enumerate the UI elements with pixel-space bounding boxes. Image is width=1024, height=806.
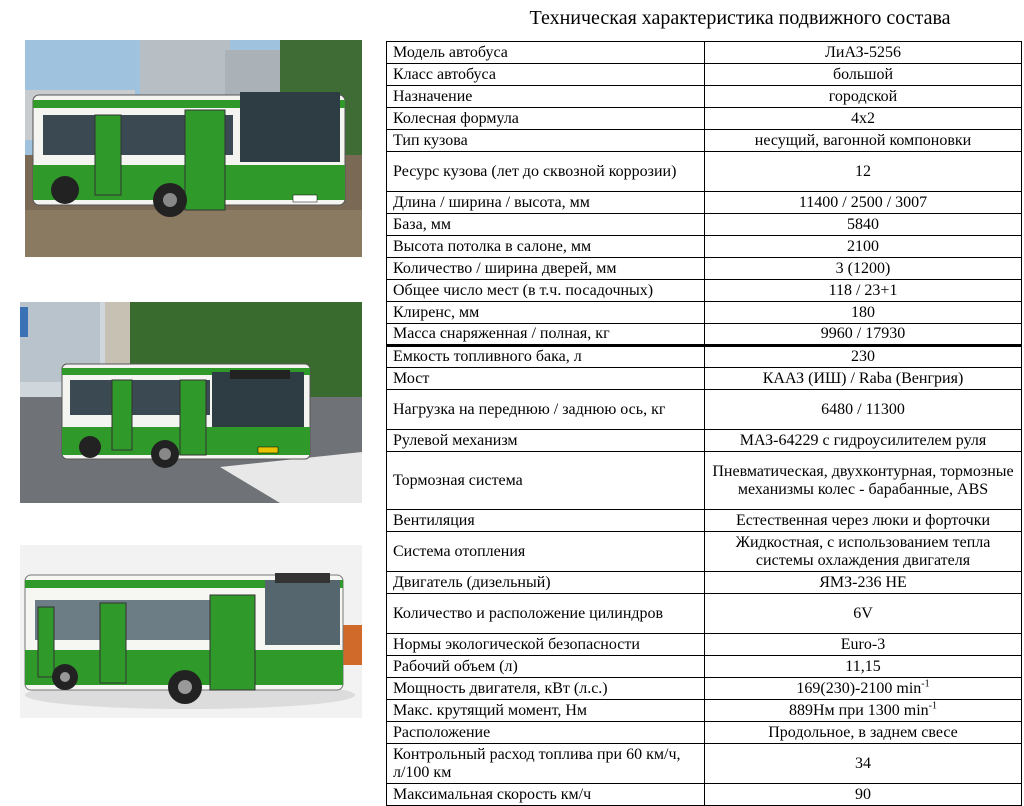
spec-row: [387, 390, 1022, 430]
spec-row: [387, 700, 1022, 722]
spec-name: Система отопления: [387, 532, 705, 572]
spec-row: [387, 510, 1022, 532]
spec-value-cell: [705, 236, 1022, 258]
spec-value-cell: [705, 280, 1022, 302]
spec-value: 6V: [853, 604, 873, 622]
spec-value-cell: [705, 722, 1022, 744]
spec-name: Емкость топливного бака, л: [387, 346, 705, 368]
spec-value: Жидкостная, с использованием тепла системы охлаждения двигателя: [735, 533, 991, 569]
spec-name: Масса снаряженная / полная, кг: [387, 324, 705, 346]
spec-name: Рулевой механизм: [387, 430, 705, 452]
spec-row: [387, 594, 1022, 634]
spec-value: 11400 / 2500 / 3007: [798, 193, 928, 211]
page-title: Техническая характеристика подвижного состава: [529, 7, 951, 29]
spec-value: КААЗ (ИШ) / Raba (Венгрия): [762, 369, 964, 387]
spec-row: [387, 258, 1022, 280]
spec-name: Модель автобуса: [387, 42, 705, 64]
spec-value-cell: [705, 452, 1022, 510]
spec-value: 90: [855, 785, 871, 803]
spec-value-cell: [705, 678, 1022, 700]
spec-value: Продольное, в заднем свесе: [768, 723, 958, 741]
spec-row: [387, 42, 1022, 64]
spec-name: База, мм: [387, 214, 705, 236]
spec-value-cell: [705, 152, 1022, 192]
bus-photo-front-view: [25, 40, 362, 257]
spec-row: [387, 86, 1022, 108]
spec-value-cell: [705, 346, 1022, 368]
spec-name: Максимальная скорость км/ч: [387, 784, 705, 806]
spec-value-cell: [705, 532, 1022, 572]
spec-row: [387, 784, 1022, 806]
spec-value: 3 (1200): [835, 259, 891, 277]
spec-value-cell: [705, 108, 1022, 130]
spec-row: [387, 130, 1022, 152]
spec-value: 889Нм при 1300 min: [788, 701, 929, 719]
spec-row: [387, 302, 1022, 324]
spec-value: 169(230)-2100 min: [796, 679, 922, 697]
spec-row: [387, 572, 1022, 594]
spec-value-cell: [705, 390, 1022, 430]
spec-value-exponent: -1: [921, 678, 930, 690]
spec-value-cell: [705, 784, 1022, 806]
spec-name: Нормы экологической безопасности: [387, 634, 705, 656]
spec-name: Количество / ширина дверей, мм: [387, 258, 705, 280]
spec-value-cell: [705, 594, 1022, 634]
spec-value: большой: [832, 65, 894, 83]
spec-value: 118 / 23+1: [828, 281, 898, 299]
spec-value-cell: [705, 368, 1022, 390]
spec-value: 11,15: [845, 657, 881, 675]
spec-name: Вентиляция: [387, 510, 705, 532]
spec-row: [387, 532, 1022, 572]
spec-value: ЛиАЗ-5256: [825, 43, 901, 61]
spec-value-cell: [705, 430, 1022, 452]
spec-value: 4x2: [851, 109, 875, 127]
spec-value: 5840: [847, 215, 879, 233]
spec-name: Мост: [387, 368, 705, 390]
spec-value-cell: [705, 510, 1022, 532]
spec-value-cell: [705, 130, 1022, 152]
spec-name: Клиренс, мм: [387, 302, 705, 324]
spec-row: [387, 64, 1022, 86]
spec-value: Euro-3: [840, 635, 886, 653]
spec-name: Ресурс кузова (лет до сквозной коррозии): [387, 152, 705, 192]
spec-name: Высота потолка в салоне, мм: [387, 236, 705, 258]
spec-value-cell: [705, 258, 1022, 280]
spec-value: 6480 / 11300: [821, 400, 905, 418]
spec-name: Длина / ширина / высота, мм: [387, 192, 705, 214]
spec-value: 34: [855, 754, 871, 772]
spec-name: Колесная формула: [387, 108, 705, 130]
spec-value: 2100: [847, 237, 879, 255]
spec-value: 180: [851, 303, 875, 321]
spec-row: [387, 324, 1022, 346]
spec-value-cell: [705, 700, 1022, 722]
spec-value-exponent: -1: [928, 700, 938, 712]
spec-name: Тормозная система: [387, 452, 705, 510]
spec-value: Пневматическая, двухконтурная, тормозные механизмы колес - барабанные, ABS: [712, 462, 1014, 498]
spec-name: Расположение: [387, 722, 705, 744]
spec-name: Макс. крутящий момент, Нм: [387, 700, 705, 722]
spec-value: 230: [851, 348, 875, 365]
spec-row: [387, 368, 1022, 390]
bus-model-photo: [20, 545, 362, 718]
spec-name: Нагрузка на переднюю / заднюю ось, кг: [387, 390, 705, 430]
spec-row: [387, 722, 1022, 744]
spec-row: [387, 108, 1022, 130]
spec-row: [387, 656, 1022, 678]
spec-name: Двигатель (дизельный): [387, 572, 705, 594]
spec-row: [387, 678, 1022, 700]
spec-value-cell: [705, 656, 1022, 678]
bus-photo-street: [20, 302, 362, 503]
spec-row: [387, 744, 1022, 784]
spec-value-cell: [705, 42, 1022, 64]
spec-row: [387, 346, 1022, 368]
spec-value-cell: [705, 324, 1022, 346]
spec-table: [386, 41, 1022, 806]
spec-name: Рабочий объем (л): [387, 656, 705, 678]
spec-value: МАЗ-64229 с гидроусилителем руля: [739, 431, 987, 449]
spec-row: [387, 236, 1022, 258]
spec-value-cell: [705, 192, 1022, 214]
spec-value: 12: [855, 162, 871, 180]
spec-row: [387, 280, 1022, 302]
spec-name: Количество и расположение цилиндров: [387, 594, 705, 634]
spec-name: Класс автобуса: [387, 64, 705, 86]
spec-value: несущий, вагонной компоновки: [754, 131, 972, 149]
spec-value-cell: [705, 302, 1022, 324]
spec-row: [387, 452, 1022, 510]
spec-value: городской: [828, 87, 898, 105]
spec-value-cell: [705, 572, 1022, 594]
spec-name: Контрольный расход топлива при 60 км/ч, л/100 км: [387, 744, 705, 784]
spec-value-cell: [705, 634, 1022, 656]
spec-name: Тип кузова: [387, 130, 705, 152]
spec-name: Мощность двигателя, кВт (л.с.): [387, 678, 705, 700]
spec-value-cell: [705, 744, 1022, 784]
spec-value: ЯМЗ-236 НЕ: [819, 573, 907, 591]
spec-row: [387, 634, 1022, 656]
spec-row: [387, 214, 1022, 236]
spec-row: [387, 192, 1022, 214]
spec-name: Назначение: [387, 86, 705, 108]
spec-name: Общее число мест (в т.ч. посадочных): [387, 280, 705, 302]
spec-value: 9960 / 17930: [820, 325, 906, 342]
spec-value-cell: [705, 64, 1022, 86]
spec-value-cell: [705, 86, 1022, 108]
spec-row: [387, 430, 1022, 452]
spec-value: Естественная через люки и форточки: [735, 511, 991, 529]
spec-value-cell: [705, 214, 1022, 236]
spec-row: [387, 152, 1022, 192]
